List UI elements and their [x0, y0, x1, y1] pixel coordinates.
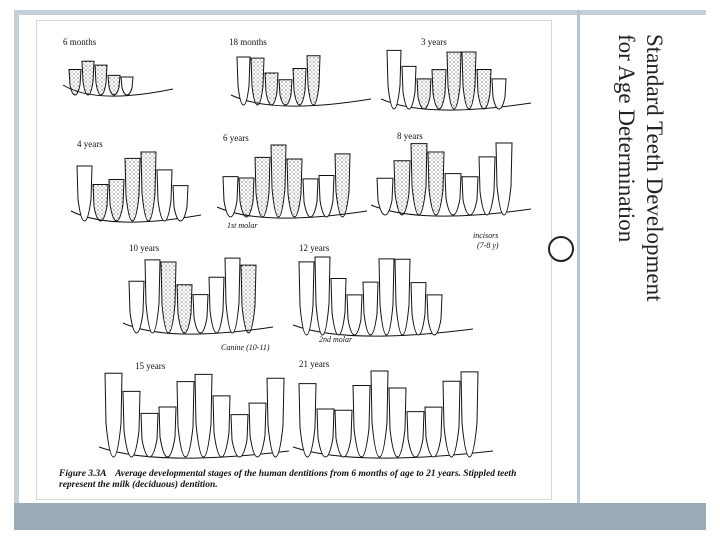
tooth-3-0 [77, 166, 92, 221]
tooth-6-4 [193, 295, 208, 333]
tooth-8-3 [159, 407, 176, 457]
stage-label-6-years: 6 years [223, 133, 249, 143]
tooth-9-2 [335, 410, 352, 457]
figure-caption-label: Figure 3.3A [59, 469, 106, 479]
tooth-4-0 [223, 177, 238, 217]
tooth-6-5 [209, 277, 224, 333]
tooth-9-5 [389, 388, 406, 457]
tooth-8-9 [267, 378, 284, 457]
tooth-9-6 [407, 412, 424, 457]
tooth-4-6 [319, 175, 334, 217]
tooth-9-4 [371, 371, 388, 457]
slide-frame-left [14, 10, 19, 507]
slide-title [598, 34, 668, 464]
tooth-4-4 [287, 159, 302, 217]
tooth-0-0 [69, 70, 81, 96]
slide-frame-top [14, 10, 706, 15]
tooth-5-6 [479, 157, 495, 215]
tooth-3-4 [141, 152, 156, 221]
tooth-6-0 [129, 281, 144, 333]
tooth-8-7 [231, 415, 248, 457]
tooth-5-5 [462, 177, 478, 215]
figure-caption-text: Average developmental stages of the human dentitions from 6 months of age to 21 years. Stippled teeth represent the milk (deciduous) dentition. [59, 469, 517, 490]
tooth-8-8 [249, 403, 266, 457]
tooth-3-5 [157, 170, 172, 221]
tooth-1-1 [251, 58, 264, 105]
slide-divider [577, 10, 580, 503]
tooth-2-6 [477, 69, 491, 109]
tooth-3-3 [125, 158, 140, 221]
tooth-5-2 [411, 144, 427, 215]
tooth-6-3 [177, 285, 192, 333]
tooth-7-7 [411, 283, 426, 335]
tooth-9-3 [353, 385, 370, 457]
tooth-6-6 [225, 258, 240, 333]
figure-caption [59, 469, 539, 491]
slide-title-line-1: Standard Teeth Development [642, 34, 667, 302]
stage-label-4-years: 4 years [77, 139, 103, 149]
tooth-9-8 [443, 381, 460, 457]
tooth-1-3 [279, 80, 292, 105]
tooth-8-6 [213, 396, 230, 457]
tooth-8-0 [105, 373, 122, 457]
tooth-3-6 [173, 186, 188, 221]
tooth-2-7 [492, 79, 506, 109]
stage-label-3-years: 3 years [421, 37, 447, 47]
slide-title-text [612, 34, 668, 464]
tooth-2-0 [387, 50, 401, 109]
tooth-9-9 [461, 372, 478, 457]
stage-label-8-years: 8 years [397, 131, 423, 141]
tooth-4-2 [255, 157, 270, 217]
tooth-9-1 [317, 409, 334, 457]
stage-label-15-years: 15 years [135, 361, 166, 371]
tooth-2-3 [432, 70, 446, 109]
tooth-7-4 [363, 282, 378, 335]
tooth-0-3 [108, 75, 120, 95]
stage-label-12-years: 12 years [299, 243, 330, 253]
tooth-4-7 [335, 154, 350, 217]
tooth-4-1 [239, 178, 254, 217]
tooth-3-1 [93, 185, 108, 221]
tooth-2-5 [462, 52, 476, 109]
tooth-8-2 [141, 413, 158, 457]
tooth-5-0 [377, 178, 393, 215]
tooth-7-1 [315, 257, 330, 335]
circle-bullet-icon [548, 236, 574, 262]
tooth-0-4 [121, 77, 133, 95]
tooth-0-2 [95, 65, 107, 95]
stage-label-10-years: 10 years [129, 243, 160, 253]
slide-footer-bar [14, 503, 706, 530]
tooth-5-7 [496, 143, 512, 215]
tooth-9-7 [425, 407, 442, 457]
annotation-incisors: incisors [473, 231, 499, 240]
tooth-8-4 [177, 382, 194, 457]
stage-label-18-months: 18 months [229, 37, 267, 47]
tooth-7-5 [379, 259, 394, 335]
tooth-1-4 [293, 69, 306, 105]
stage-label-6-months: 6 months [63, 37, 97, 47]
tooth-5-3 [428, 152, 444, 215]
tooth-9-0 [299, 384, 316, 457]
tooth-7-2 [331, 278, 346, 335]
tooth-3-2 [109, 180, 124, 221]
slide-title-line-2: for Age Determination [614, 34, 639, 243]
tooth-8-5 [195, 374, 212, 457]
teeth-development-figure [36, 20, 552, 500]
tooth-7-6 [395, 259, 410, 335]
annotation-first-molar: 1st molar [227, 221, 258, 230]
annotation-canine: Canine (10-11) [221, 343, 270, 352]
tooth-5-1 [394, 161, 410, 215]
tooth-2-4 [447, 52, 461, 109]
tooth-2-2 [417, 79, 431, 109]
dentition-drawing [37, 21, 551, 461]
tooth-2-1 [402, 66, 416, 109]
tooth-6-1 [145, 260, 160, 333]
tooth-6-2 [161, 262, 176, 333]
tooth-7-3 [347, 295, 362, 335]
tooth-8-1 [123, 391, 140, 457]
tooth-6-7 [241, 265, 256, 333]
tooth-7-8 [427, 295, 442, 335]
annotation-second-molar: 2nd molar [319, 335, 353, 344]
tooth-1-2 [265, 73, 278, 105]
stage-label-21-years: 21 years [299, 359, 330, 369]
tooth-4-3 [271, 145, 286, 217]
tooth-0-1 [82, 61, 94, 95]
annotation-incisors-age: (7-8 y) [477, 241, 499, 250]
tooth-4-5 [303, 179, 318, 217]
tooth-5-4 [445, 174, 461, 215]
tooth-1-5 [307, 56, 320, 105]
tooth-7-0 [299, 262, 314, 335]
